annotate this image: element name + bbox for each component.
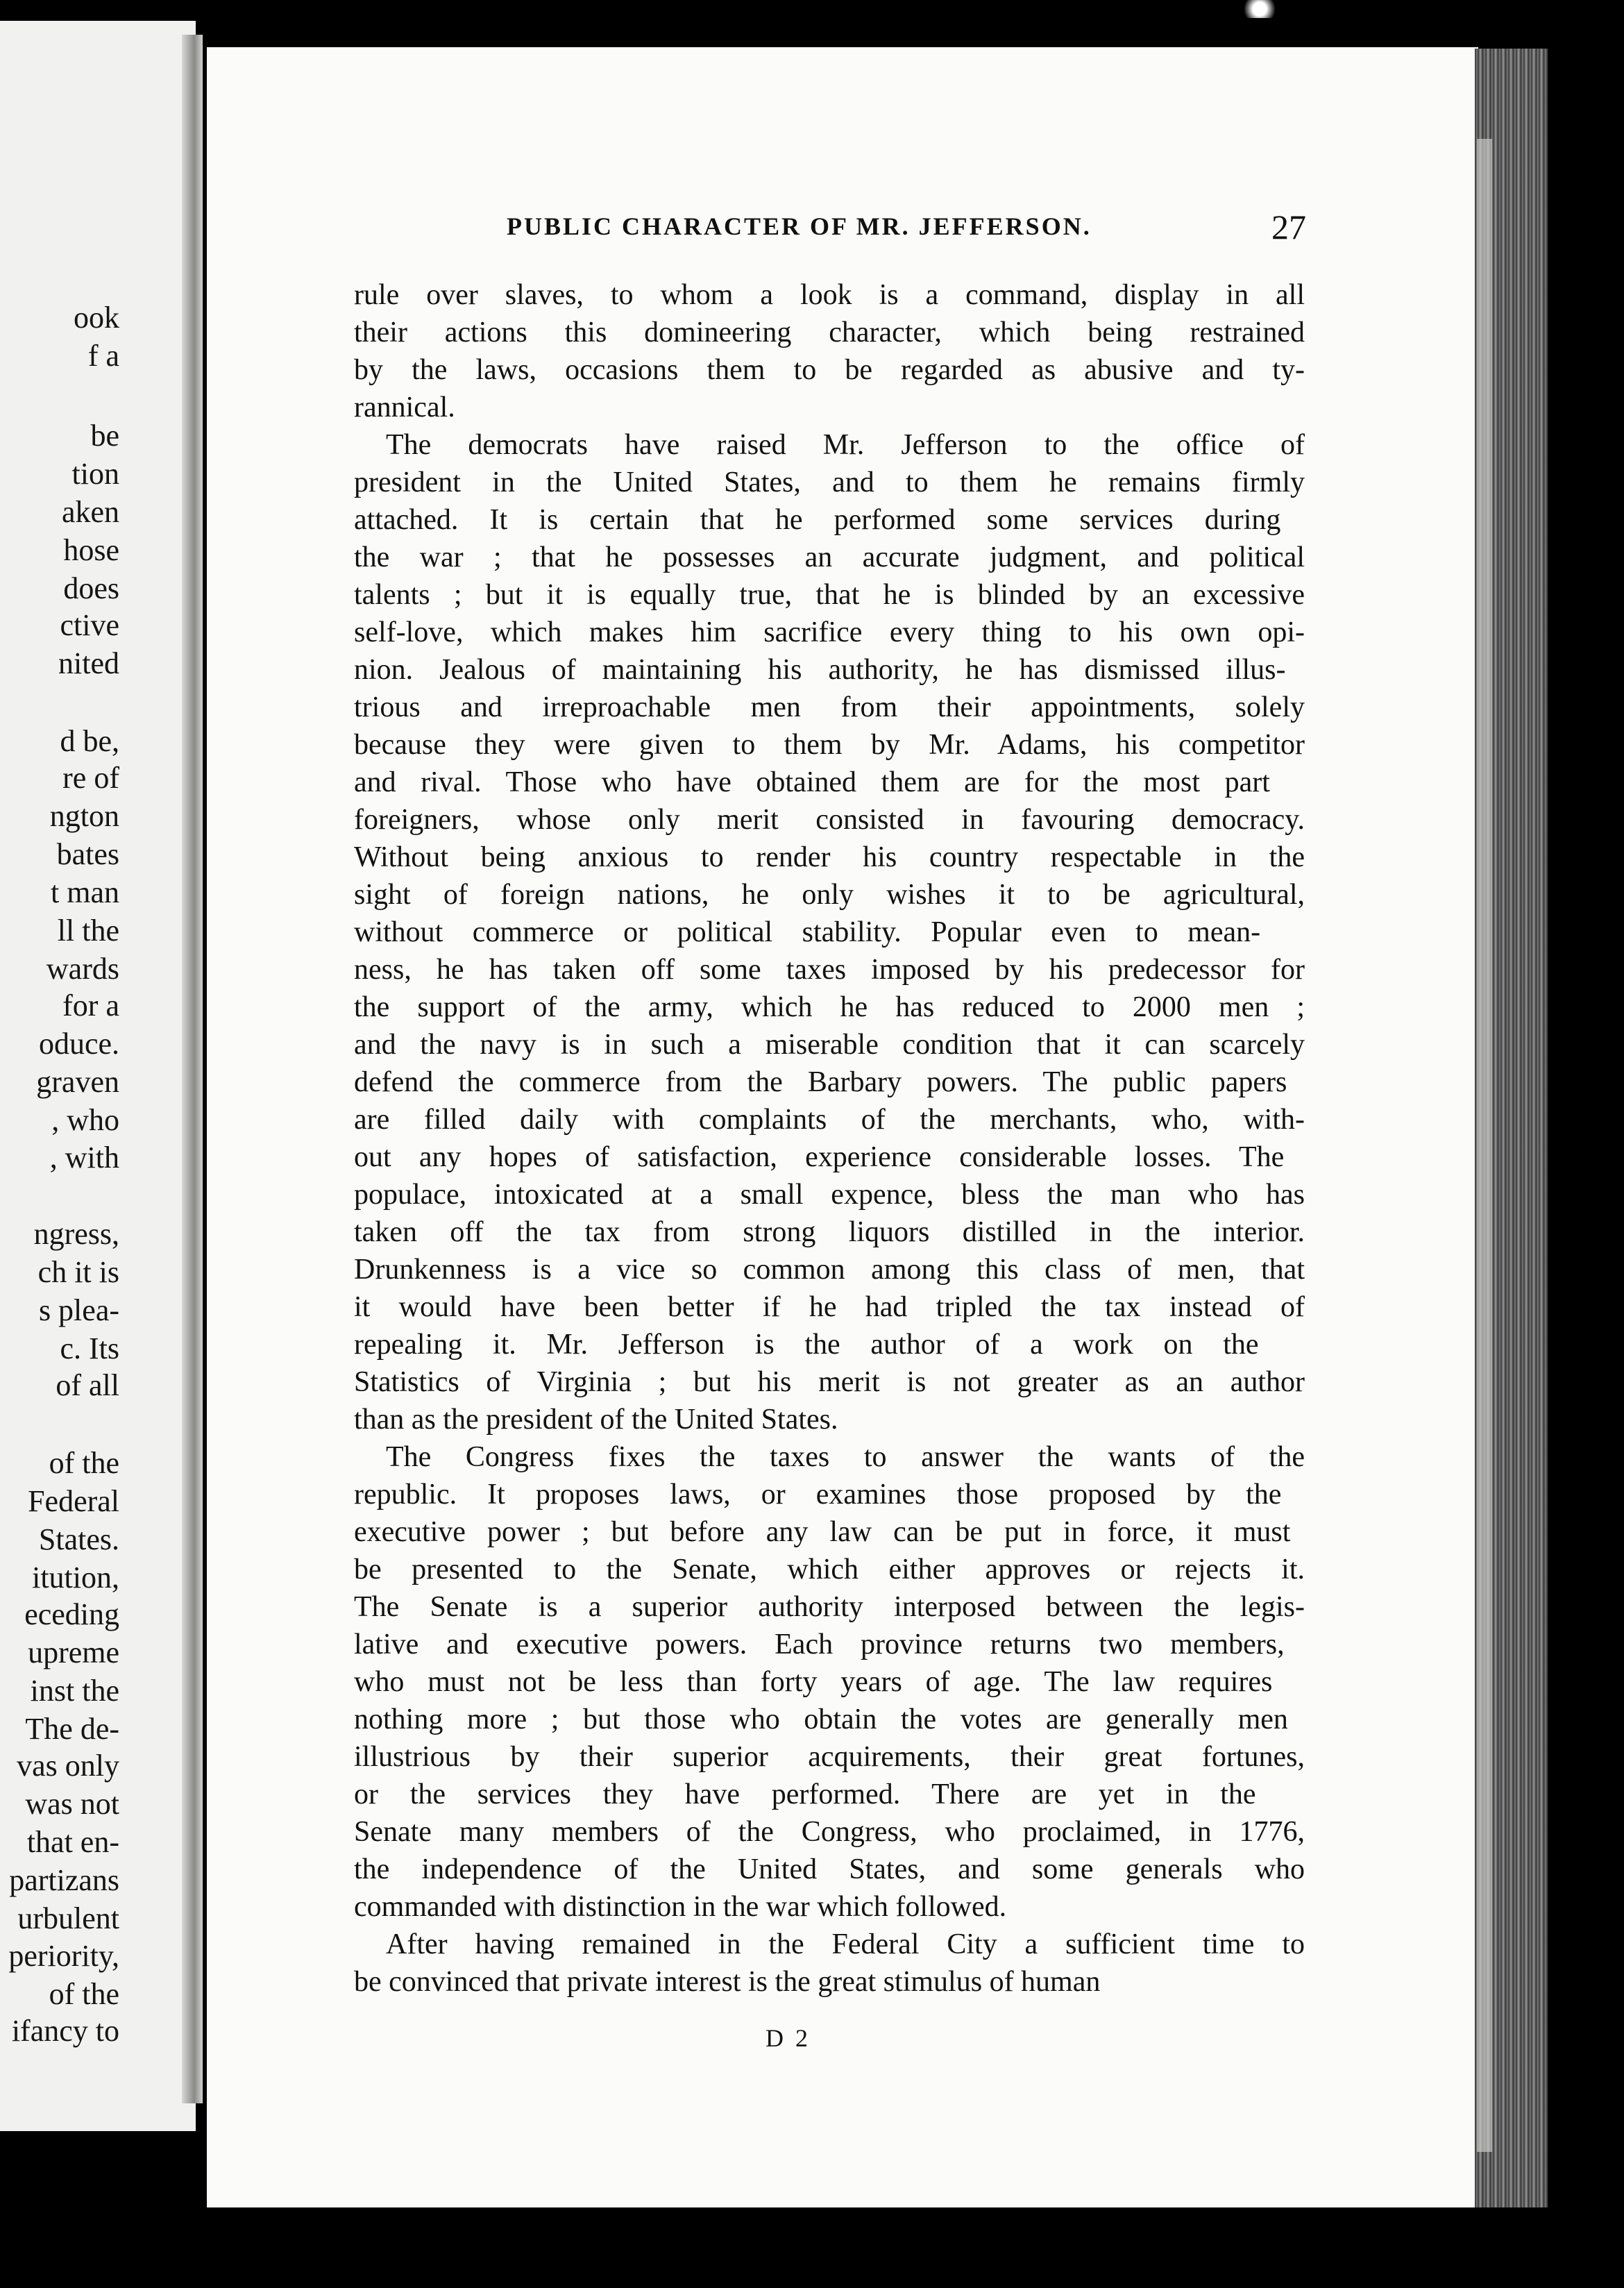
- signature-mark: D 2: [766, 2024, 811, 2052]
- body-line: sight of foreign nations, he only wishes it to be agricultural,: [354, 879, 1305, 911]
- body-line: After having remained in the Federal City a sufficient time to: [386, 1928, 1305, 1960]
- facing-page-line: , with: [49, 1141, 119, 1175]
- facing-page-line: ifancy to: [11, 2014, 119, 2048]
- facing-page-line: that en-: [26, 1825, 119, 1859]
- facing-page-line: Federal: [28, 1484, 119, 1518]
- body-line: it would have been better if he had tripled the tax instead of: [354, 1291, 1305, 1323]
- facing-page-line: periority,: [8, 1939, 119, 1973]
- facing-page-line: for a: [62, 989, 119, 1023]
- facing-page-line: urbulent: [17, 1901, 119, 1935]
- body-line: trious and irreproachable men from their appointments, solely: [354, 691, 1305, 723]
- body-line: than as the president of the United States.: [354, 1404, 838, 1436]
- facing-page-line: , who: [51, 1103, 119, 1137]
- body-line: out any hopes of satisfaction, experience considerable losses. The: [354, 1141, 1285, 1173]
- facing-page-line: ll the: [57, 914, 119, 948]
- facing-page-line: s plea-: [38, 1293, 119, 1327]
- body-line: The Congress fixes the taxes to answer the wants of the: [386, 1441, 1305, 1473]
- body-line: without commerce or political stability. Popular even to mean-: [354, 916, 1261, 948]
- body-line: repealing it. Mr. Jefferson is the author of a work on the: [354, 1329, 1259, 1361]
- facing-page-line: of all: [56, 1368, 119, 1402]
- body-line: attached. It is certain that he performed some services during: [354, 504, 1281, 536]
- facing-page-line: inst the: [30, 1674, 119, 1708]
- body-line: or the services they have performed. There are yet in the: [354, 1778, 1256, 1810]
- facing-page-line: ctive: [60, 608, 119, 642]
- facing-page-line: nited: [58, 646, 119, 680]
- body-line: The Senate is a superior authority interposed between the legis-: [354, 1591, 1305, 1623]
- body-line: be convinced that private interest is the great stimulus of human: [354, 1966, 1101, 1998]
- facing-page-line: hose: [63, 533, 119, 567]
- page-number: 27: [1271, 208, 1306, 246]
- body-line: who must not be less than forty years of age. The law requires: [354, 1666, 1273, 1698]
- body-line: self-love, which makes him sacrifice every thing to his own opi-: [354, 616, 1305, 648]
- facing-page-line: tion: [71, 457, 119, 491]
- facing-page-line: d be,: [60, 724, 119, 758]
- facing-page-line: itution,: [32, 1561, 119, 1595]
- body-line: are filled daily with complaints of the merchants, who, with-: [354, 1104, 1305, 1136]
- body-line: Without being anxious to render his country respectable in the: [354, 841, 1305, 873]
- body-line: by the laws, occasions them to be regarded as abusive and ty-: [354, 354, 1305, 386]
- body-line: president in the United States, and to them he remains firmly: [354, 466, 1305, 498]
- body-line: commanded with distinction in the war which followed.: [354, 1891, 1007, 1923]
- facing-page-line: ngress,: [33, 1217, 119, 1251]
- body-line: executive power ; but before any law can be put in force, it must: [354, 1516, 1291, 1548]
- body-line: rule over slaves, to whom a look is a command, display in all: [354, 279, 1305, 311]
- body-line: the independence of the United States, and some generals who: [354, 1853, 1305, 1885]
- body-line: rannical.: [354, 392, 455, 423]
- body-line: The democrats have raised Mr. Jefferson to the office of: [386, 429, 1305, 461]
- body-line: populace, intoxicated at a small expence, bless the man who has: [354, 1179, 1305, 1211]
- facing-page-line: of the: [49, 1977, 119, 2011]
- facing-page-line: c. Its: [60, 1331, 119, 1365]
- facing-page-line: oduce.: [38, 1027, 119, 1061]
- facing-page-line: aken: [61, 495, 119, 529]
- body-line: because they were given to them by Mr. Adams, his competitor: [354, 729, 1305, 761]
- body-line: republic. It proposes laws, or examines those proposed by the: [354, 1479, 1282, 1511]
- facing-page-line: vas only: [17, 1749, 119, 1783]
- facing-page-line: bates: [56, 837, 119, 871]
- running-head: PUBLIC CHARACTER OF MR. JEFFERSON.: [507, 212, 1092, 240]
- body-line: taken off the tax from strong liquors distilled in the interior.: [354, 1216, 1305, 1248]
- body-line: Statistics of Virginia ; but his merit is not greater as an author: [354, 1366, 1305, 1398]
- page-edge-shade: [1477, 139, 1492, 2152]
- book-gutter: [182, 35, 203, 2103]
- facing-page-line: ch it is: [37, 1255, 119, 1289]
- body-line: be presented to the Senate, which either approves or rejects it.: [354, 1554, 1305, 1585]
- facing-page-line: re of: [62, 761, 119, 795]
- body-line: the war ; that he possesses an accurate judgment, and political: [354, 541, 1305, 573]
- body-line: illustrious by their superior acquirements, their great fortunes,: [354, 1741, 1305, 1773]
- body-line: and the navy is in such a miserable condition that it can scarcely: [354, 1029, 1305, 1061]
- facing-page-line: t man: [51, 875, 119, 909]
- body-line: Senate many members of the Congress, who proclaimed, in 1776,: [354, 1816, 1305, 1848]
- body-line: and rival. Those who have obtained them are for the most part: [354, 766, 1270, 798]
- body-line: talents ; but it is equally true, that he is blinded by an excessive: [354, 579, 1305, 611]
- body-line: the support of the army, which he has reduced to 2000 men ;: [354, 991, 1305, 1023]
- facing-page-line: was not: [25, 1787, 119, 1821]
- facing-page-line: does: [63, 571, 119, 605]
- body-line: nion. Jealous of maintaining his authority, he has dismissed illus-: [354, 654, 1286, 686]
- body-line: lative and executive powers. Each province returns two members,: [354, 1629, 1285, 1660]
- facing-page-line: ngton: [49, 799, 119, 833]
- body-line: foreigners, whose only merit consisted in favouring democracy.: [354, 804, 1305, 836]
- facing-page-line: wards: [46, 952, 119, 986]
- body-line: ness, he has taken off some taxes imposed by his predecessor for: [354, 954, 1305, 986]
- facing-page-line: States.: [38, 1522, 119, 1556]
- facing-page-line: ook: [74, 301, 119, 335]
- body-line: nothing more ; but those who obtain the votes are generally men: [354, 1704, 1288, 1735]
- ink-blot: [1239, 0, 1280, 18]
- body-line: Drunkenness is a vice so common among this class of men, that: [354, 1254, 1305, 1286]
- body-line: defend the commerce from the Barbary powers. The public papers: [354, 1066, 1287, 1098]
- facing-page-line: upreme: [28, 1635, 119, 1669]
- facing-page-line: be: [90, 419, 119, 453]
- facing-page-line: f a: [87, 339, 119, 373]
- body-line: their actions this domineering character, which being restrained: [354, 317, 1305, 348]
- facing-page-line: eceding: [24, 1597, 119, 1631]
- facing-page-line: graven: [36, 1065, 119, 1099]
- facing-page-line: of the: [49, 1446, 119, 1480]
- facing-page-line: partizans: [9, 1863, 119, 1897]
- facing-page-line: The de-: [25, 1712, 119, 1746]
